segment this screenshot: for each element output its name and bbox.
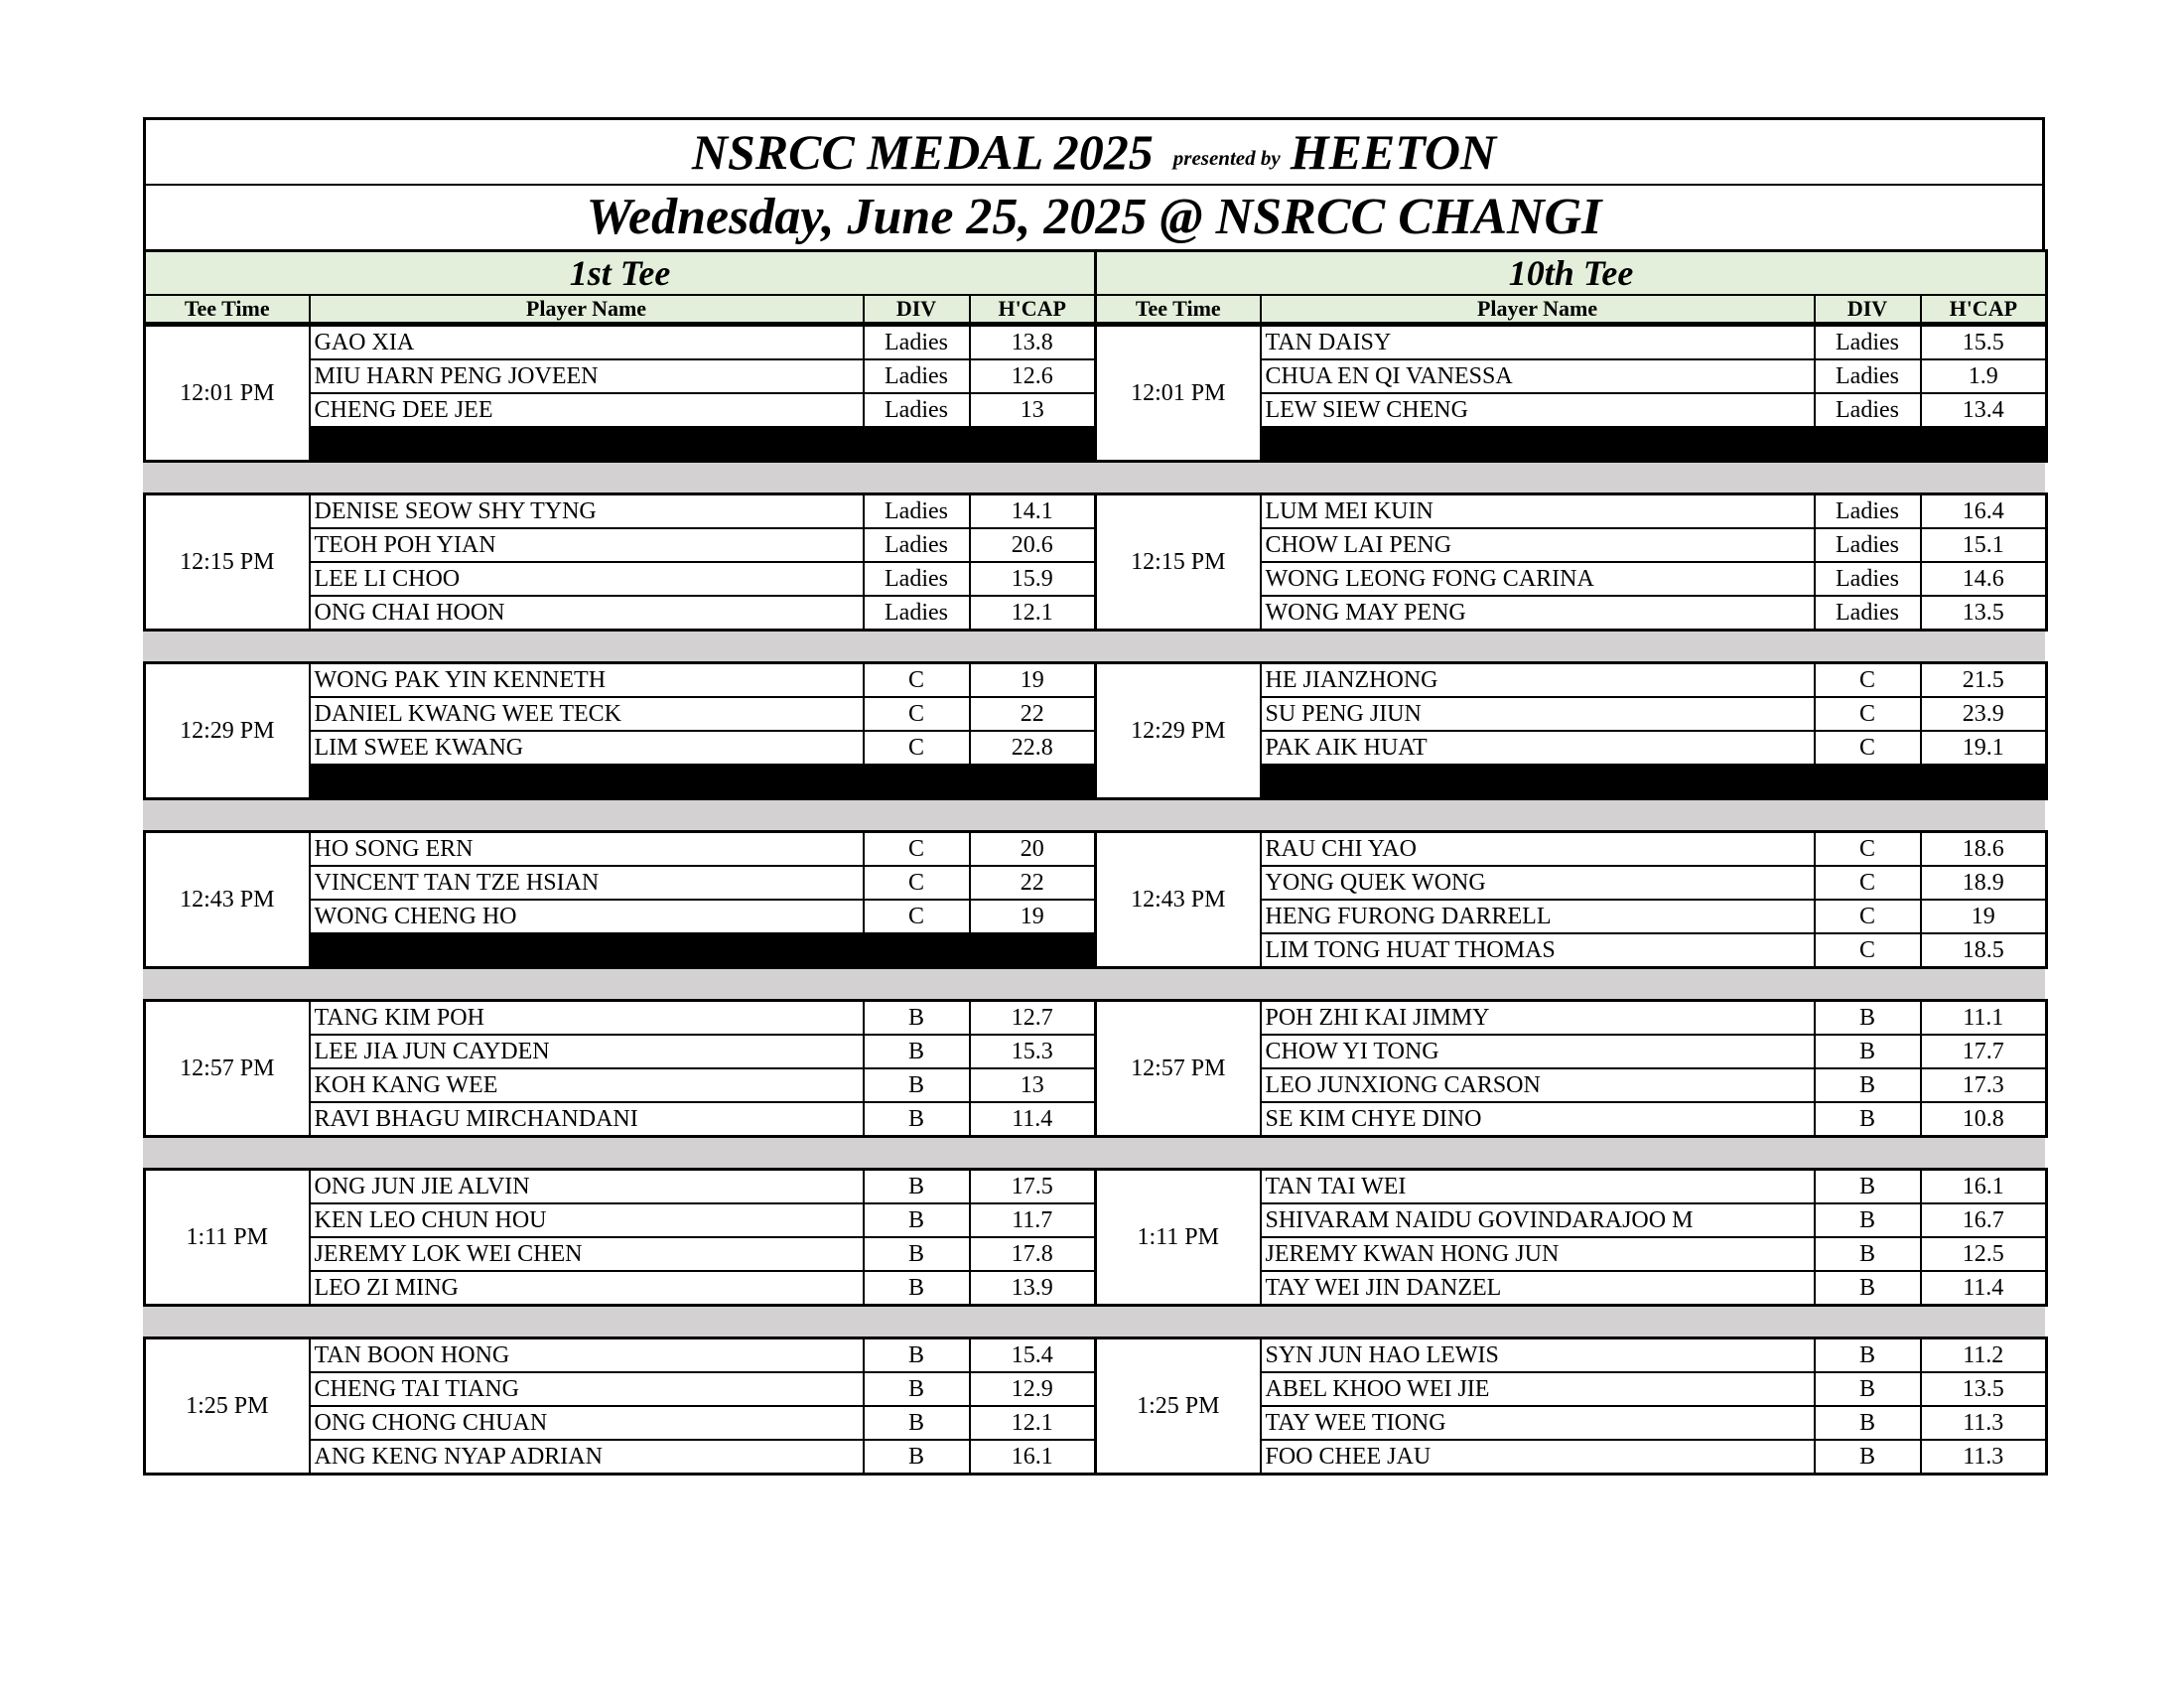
player-name: LIM SWEE KWANG bbox=[310, 731, 864, 765]
player-name: HE JIANZHONG bbox=[1261, 663, 1815, 698]
tee-time-header: Tee Time bbox=[1096, 295, 1261, 323]
player-division: B bbox=[1815, 1203, 1921, 1237]
tee-time: 1:11 PM bbox=[1096, 1170, 1261, 1306]
player-name: LEO JUNXIONG CARSON bbox=[1261, 1068, 1815, 1102]
player-name: SHIVARAM NAIDU GOVINDARAJOO M bbox=[1261, 1203, 1815, 1237]
player-division: C bbox=[1815, 933, 1921, 968]
player-name: CHOW YI TONG bbox=[1261, 1035, 1815, 1068]
tee-time: 12:29 PM bbox=[145, 663, 310, 799]
presented-by-label: presented by bbox=[1172, 145, 1281, 170]
player-handicap: 13 bbox=[970, 393, 1096, 427]
player-name: KOH KANG WEE bbox=[310, 1068, 864, 1102]
player-name: SYN JUN HAO LEWIS bbox=[1261, 1338, 1815, 1373]
player-division: B bbox=[1815, 1068, 1921, 1102]
player-handicap: 12.1 bbox=[970, 596, 1096, 631]
tee-group bbox=[143, 661, 2048, 800]
player-handicap: 13.5 bbox=[1921, 1372, 2047, 1406]
player-handicap: 14.1 bbox=[970, 494, 1096, 529]
player-division: Ladies bbox=[1815, 359, 1921, 393]
player-division: B bbox=[1815, 1271, 1921, 1306]
tee-time: 12:57 PM bbox=[1096, 1001, 1261, 1137]
player-division: Ladies bbox=[864, 562, 970, 596]
tee-groups bbox=[143, 324, 2045, 1476]
column-header-table bbox=[143, 249, 2048, 324]
player-handicap: 12.1 bbox=[970, 1406, 1096, 1440]
player-name: POH ZHI KAI JIMMY bbox=[1261, 1001, 1815, 1036]
player-name: LEE JIA JUN CAYDEN bbox=[310, 1035, 864, 1068]
sponsor-name: HEETON bbox=[1290, 124, 1497, 180]
group-separator bbox=[143, 1307, 2045, 1336]
player-handicap: 19 bbox=[970, 900, 1096, 933]
player-division: B bbox=[864, 1237, 970, 1271]
empty-slot bbox=[1261, 765, 2047, 799]
player-division: Ladies bbox=[864, 528, 970, 562]
player-division: B bbox=[1815, 1338, 1921, 1373]
player-handicap: 11.4 bbox=[1921, 1271, 2047, 1306]
document-title bbox=[143, 117, 2045, 184]
player-handicap: 16.4 bbox=[1921, 494, 2047, 529]
player-name: TAY WEE TIONG bbox=[1261, 1406, 1815, 1440]
player-name: KEN LEO CHUN HOU bbox=[310, 1203, 864, 1237]
player-handicap: 18.6 bbox=[1921, 832, 2047, 867]
player-handicap: 13.9 bbox=[970, 1271, 1096, 1306]
player-handicap: 17.8 bbox=[970, 1237, 1096, 1271]
player-name: FOO CHEE JAU bbox=[1261, 1440, 1815, 1475]
player-division: B bbox=[1815, 1372, 1921, 1406]
player-name: CHENG DEE JEE bbox=[310, 393, 864, 427]
tee-time: 12:15 PM bbox=[145, 494, 310, 631]
document-subtitle: Wednesday, June 25, 2025 @ NSRCC CHANGI bbox=[143, 184, 2045, 249]
player-handicap: 16.7 bbox=[1921, 1203, 2047, 1237]
hcap-header: H'CAP bbox=[1921, 295, 2047, 323]
tee-time: 12:43 PM bbox=[1096, 832, 1261, 968]
player-division: Ladies bbox=[864, 326, 970, 360]
player-handicap: 15.5 bbox=[1921, 326, 2047, 360]
player-name: DENISE SEOW SHY TYNG bbox=[310, 494, 864, 529]
player-handicap: 11.3 bbox=[1921, 1440, 2047, 1475]
player-division: B bbox=[864, 1271, 970, 1306]
tee-header-row bbox=[145, 251, 2047, 296]
player-name: TAN TAI WEI bbox=[1261, 1170, 1815, 1204]
player-name: CHENG TAI TIANG bbox=[310, 1372, 864, 1406]
player-handicap: 15.3 bbox=[970, 1035, 1096, 1068]
player-handicap: 12.7 bbox=[970, 1001, 1096, 1036]
player-division: C bbox=[1815, 731, 1921, 765]
tenth-tee-heading: 10th Tee bbox=[1096, 251, 2047, 296]
player-name: CHOW LAI PENG bbox=[1261, 528, 1815, 562]
player-name: ANG KENG NYAP ADRIAN bbox=[310, 1440, 864, 1475]
player-division: C bbox=[1815, 900, 1921, 933]
player-handicap: 11.7 bbox=[970, 1203, 1096, 1237]
group-separator bbox=[143, 969, 2045, 999]
player-name: MIU HARN PENG JOVEEN bbox=[310, 359, 864, 393]
player-handicap: 15.4 bbox=[970, 1338, 1096, 1373]
player-handicap: 13.5 bbox=[1921, 596, 2047, 631]
player-division: Ladies bbox=[1815, 528, 1921, 562]
tee-group bbox=[143, 1336, 2048, 1476]
player-division: C bbox=[864, 663, 970, 698]
empty-slot bbox=[310, 933, 1096, 968]
player-name: TAN BOON HONG bbox=[310, 1338, 864, 1373]
player-name: CHUA EN QI VANESSA bbox=[1261, 359, 1815, 393]
tee-time: 12:57 PM bbox=[145, 1001, 310, 1137]
tee-time: 12:29 PM bbox=[1096, 663, 1261, 799]
player-division: B bbox=[864, 1102, 970, 1137]
player-division: B bbox=[864, 1440, 970, 1475]
player-row bbox=[145, 1338, 2047, 1373]
player-division: B bbox=[1815, 1035, 1921, 1068]
tee-time: 1:11 PM bbox=[145, 1170, 310, 1306]
player-division: B bbox=[864, 1338, 970, 1373]
player-division: Ladies bbox=[1815, 326, 1921, 360]
player-name: WONG MAY PENG bbox=[1261, 596, 1815, 631]
player-handicap: 13 bbox=[970, 1068, 1096, 1102]
tee-group bbox=[143, 324, 2048, 463]
tee-time: 12:15 PM bbox=[1096, 494, 1261, 631]
player-handicap: 14.6 bbox=[1921, 562, 2047, 596]
player-handicap: 22.8 bbox=[970, 731, 1096, 765]
column-header-row bbox=[145, 295, 2047, 323]
player-division: Ladies bbox=[864, 393, 970, 427]
player-handicap: 15.1 bbox=[1921, 528, 2047, 562]
player-name: YONG QUEK WONG bbox=[1261, 866, 1815, 900]
player-name: DANIEL KWANG WEE TECK bbox=[310, 697, 864, 731]
player-division: C bbox=[1815, 697, 1921, 731]
tee-group bbox=[143, 1168, 2048, 1307]
player-division: B bbox=[864, 1203, 970, 1237]
player-handicap: 20 bbox=[970, 832, 1096, 867]
tee-time-header: Tee Time bbox=[145, 295, 310, 323]
div-header: DIV bbox=[864, 295, 970, 323]
player-name: RAVI BHAGU MIRCHANDANI bbox=[310, 1102, 864, 1137]
player-name: ONG CHAI HOON bbox=[310, 596, 864, 631]
player-handicap: 1.9 bbox=[1921, 359, 2047, 393]
player-name: ABEL KHOO WEI JIE bbox=[1261, 1372, 1815, 1406]
player-handicap: 16.1 bbox=[970, 1440, 1096, 1475]
player-name: WONG CHENG HO bbox=[310, 900, 864, 933]
player-handicap: 11.3 bbox=[1921, 1406, 2047, 1440]
player-division: C bbox=[864, 697, 970, 731]
player-division: Ladies bbox=[1815, 494, 1921, 529]
player-division: Ladies bbox=[864, 596, 970, 631]
first-tee-heading: 1st Tee bbox=[145, 251, 1096, 296]
group-separator bbox=[143, 800, 2045, 830]
player-name: TANG KIM POH bbox=[310, 1001, 864, 1036]
tee-time: 1:25 PM bbox=[1096, 1338, 1261, 1475]
player-name: PAK AIK HUAT bbox=[1261, 731, 1815, 765]
player-division: B bbox=[1815, 1406, 1921, 1440]
player-handicap: 19.1 bbox=[1921, 731, 2047, 765]
tee-time: 1:25 PM bbox=[145, 1338, 310, 1475]
player-name: SU PENG JIUN bbox=[1261, 697, 1815, 731]
player-division: B bbox=[864, 1372, 970, 1406]
player-handicap: 17.3 bbox=[1921, 1068, 2047, 1102]
player-handicap: 20.6 bbox=[970, 528, 1096, 562]
player-handicap: 13.8 bbox=[970, 326, 1096, 360]
player-name: ONG JUN JIE ALVIN bbox=[310, 1170, 864, 1204]
empty-slot bbox=[1261, 427, 2047, 462]
player-division: Ladies bbox=[1815, 562, 1921, 596]
player-division: Ladies bbox=[864, 494, 970, 529]
tee-time: 12:01 PM bbox=[145, 326, 310, 462]
player-name: RAU CHI YAO bbox=[1261, 832, 1815, 867]
player-division: C bbox=[1815, 866, 1921, 900]
player-name: TAN DAISY bbox=[1261, 326, 1815, 360]
player-handicap: 12.5 bbox=[1921, 1237, 2047, 1271]
player-division: B bbox=[1815, 1237, 1921, 1271]
player-name: LEE LI CHOO bbox=[310, 562, 864, 596]
player-handicap: 16.1 bbox=[1921, 1170, 2047, 1204]
empty-slot bbox=[310, 427, 1096, 462]
player-division: B bbox=[1815, 1170, 1921, 1204]
player-handicap: 17.5 bbox=[970, 1170, 1096, 1204]
player-handicap: 12.9 bbox=[970, 1372, 1096, 1406]
group-separator bbox=[143, 1138, 2045, 1168]
player-name: VINCENT TAN TZE HSIAN bbox=[310, 866, 864, 900]
player-name: GAO XIA bbox=[310, 326, 864, 360]
player-name: HO SONG ERN bbox=[310, 832, 864, 867]
player-handicap: 21.5 bbox=[1921, 663, 2047, 698]
player-division: B bbox=[864, 1068, 970, 1102]
group-separator bbox=[143, 463, 2045, 492]
player-name: JEREMY KWAN HONG JUN bbox=[1261, 1237, 1815, 1271]
player-division: B bbox=[864, 1406, 970, 1440]
player-handicap: 17.7 bbox=[1921, 1035, 2047, 1068]
player-handicap: 11.1 bbox=[1921, 1001, 2047, 1036]
player-handicap: 19 bbox=[1921, 900, 2047, 933]
player-row bbox=[145, 663, 2047, 698]
player-name: JEREMY LOK WEI CHEN bbox=[310, 1237, 864, 1271]
player-handicap: 12.6 bbox=[970, 359, 1096, 393]
player-division: B bbox=[1815, 1102, 1921, 1137]
player-row bbox=[145, 1170, 2047, 1204]
player-name: WONG PAK YIN KENNETH bbox=[310, 663, 864, 698]
empty-slot bbox=[310, 765, 1096, 799]
player-name-header: Player Name bbox=[310, 295, 864, 323]
player-name: LEW SIEW CHENG bbox=[1261, 393, 1815, 427]
player-handicap: 18.5 bbox=[1921, 933, 2047, 968]
player-name: LEO ZI MING bbox=[310, 1271, 864, 1306]
player-handicap: 18.9 bbox=[1921, 866, 2047, 900]
player-division: C bbox=[1815, 663, 1921, 698]
player-division: Ladies bbox=[864, 359, 970, 393]
tee-group bbox=[143, 492, 2048, 632]
player-row bbox=[145, 494, 2047, 529]
player-handicap: 11.4 bbox=[970, 1102, 1096, 1137]
tee-group bbox=[143, 830, 2048, 969]
tee-time: 12:01 PM bbox=[1096, 326, 1261, 462]
player-name: HENG FURONG DARRELL bbox=[1261, 900, 1815, 933]
player-division: C bbox=[864, 731, 970, 765]
player-handicap: 23.9 bbox=[1921, 697, 2047, 731]
player-division: B bbox=[864, 1001, 970, 1036]
player-name: SE KIM CHYE DINO bbox=[1261, 1102, 1815, 1137]
player-handicap: 19 bbox=[970, 663, 1096, 698]
event-title: NSRCC MEDAL 2025 bbox=[691, 124, 1154, 180]
group-separator bbox=[143, 632, 2045, 661]
player-name: TAY WEI JIN DANZEL bbox=[1261, 1271, 1815, 1306]
player-name: LUM MEI KUIN bbox=[1261, 494, 1815, 529]
player-row bbox=[145, 326, 2047, 360]
player-division: C bbox=[1815, 832, 1921, 867]
player-name-header: Player Name bbox=[1261, 295, 1815, 323]
tee-sheet bbox=[143, 117, 2045, 1476]
player-division: B bbox=[1815, 1440, 1921, 1475]
player-division: C bbox=[864, 900, 970, 933]
player-name: WONG LEONG FONG CARINA bbox=[1261, 562, 1815, 596]
player-handicap: 13.4 bbox=[1921, 393, 2047, 427]
player-handicap: 11.2 bbox=[1921, 1338, 2047, 1373]
player-handicap: 22 bbox=[970, 697, 1096, 731]
player-handicap: 10.8 bbox=[1921, 1102, 2047, 1137]
tee-group bbox=[143, 999, 2048, 1138]
player-name: LIM TONG HUAT THOMAS bbox=[1261, 933, 1815, 968]
player-name: TEOH POH YIAN bbox=[310, 528, 864, 562]
player-row bbox=[145, 1001, 2047, 1036]
player-division: Ladies bbox=[1815, 596, 1921, 631]
tee-time: 12:43 PM bbox=[145, 832, 310, 968]
player-row bbox=[145, 832, 2047, 867]
player-division: C bbox=[864, 832, 970, 867]
player-name: ONG CHONG CHUAN bbox=[310, 1406, 864, 1440]
player-division: B bbox=[864, 1035, 970, 1068]
player-handicap: 22 bbox=[970, 866, 1096, 900]
player-division: Ladies bbox=[1815, 393, 1921, 427]
player-division: B bbox=[1815, 1001, 1921, 1036]
player-division: B bbox=[864, 1170, 970, 1204]
player-division: C bbox=[864, 866, 970, 900]
div-header: DIV bbox=[1815, 295, 1921, 323]
player-handicap: 15.9 bbox=[970, 562, 1096, 596]
hcap-header: H'CAP bbox=[970, 295, 1096, 323]
